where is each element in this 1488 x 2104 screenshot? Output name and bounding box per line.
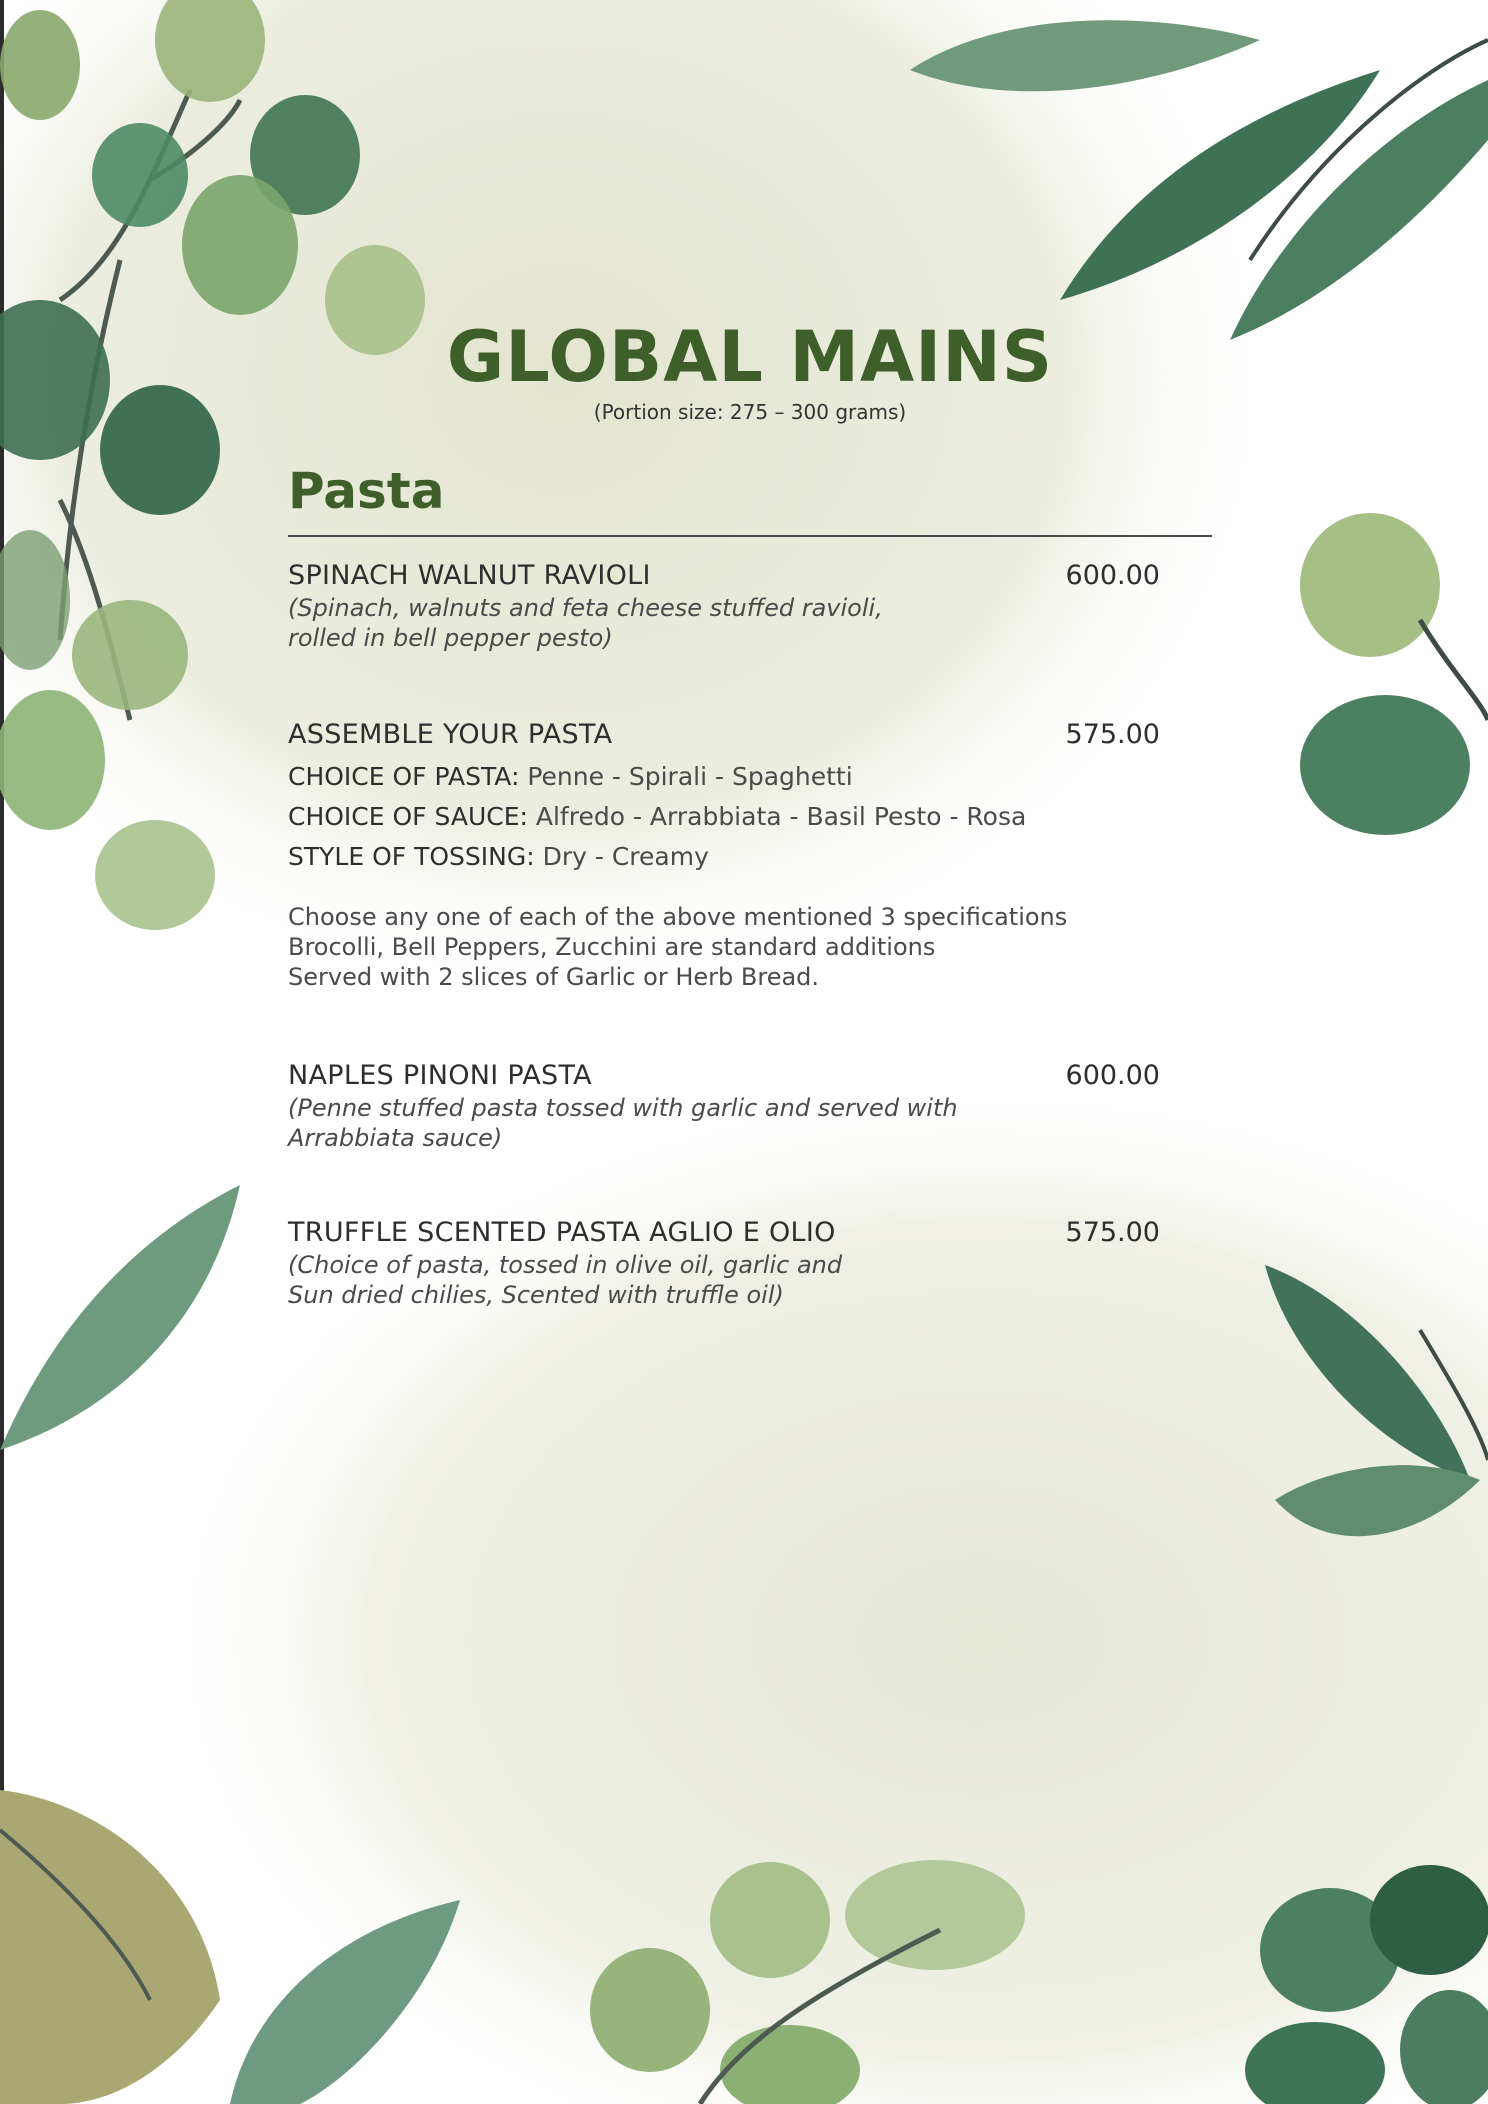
item-description: (Spinach, walnuts and feta cheese stuffed ravioli, (288, 594, 883, 622)
section-divider (288, 535, 1212, 537)
portion-note: (Portion size: 275 – 300 grams) (593, 400, 907, 424)
sauce-choice (288, 802, 1026, 831)
item-description: Sun dried chilies, Scented with truffle oil) (288, 1281, 784, 1309)
item-note: Served with 2 slices of Garlic or Herb Bread. (288, 963, 820, 991)
item-note: Choose any one of each of the above mentioned 3 specifications (288, 903, 1068, 931)
item-price: 600.00 (1065, 1060, 1160, 1091)
section-title: Pasta (288, 462, 445, 520)
item-price: 575.00 (1065, 1217, 1160, 1248)
item-note: Brocolli, Bell Peppers, Zucchini are standard additions (288, 933, 936, 961)
choice-label: CHOICE OF SAUCE: (288, 802, 528, 831)
item-price: 575.00 (1065, 719, 1160, 750)
item-name: NAPLES PINONI PASTA (288, 1060, 592, 1091)
choice-options: Dry - Creamy (534, 842, 709, 871)
choice-options: Penne - Spirali - Spaghetti (519, 762, 853, 791)
item-name: SPINACH WALNUT RAVIOLI (288, 560, 651, 591)
tossing-choice (288, 842, 709, 871)
item-description: rolled in bell pepper pesto) (288, 624, 613, 652)
choice-label: STYLE OF TOSSING: (288, 842, 535, 871)
page-title: GLOBAL MAINS (446, 316, 1054, 398)
pasta-choice (288, 762, 853, 791)
item-description: (Penne stuffed pasta tossed with garlic and served with (288, 1094, 958, 1122)
item-name: TRUFFLE SCENTED PASTA AGLIO E OLIO (288, 1217, 836, 1248)
item-description: (Choice of pasta, tossed in olive oil, garlic and (288, 1251, 843, 1279)
item-price: 600.00 (1065, 560, 1160, 591)
choice-options: Alfredo - Arrabbiata - Basil Pesto - Rosa (527, 802, 1027, 831)
choice-label: CHOICE OF PASTA: (288, 762, 520, 791)
item-name: ASSEMBLE YOUR PASTA (288, 719, 613, 750)
item-description: Arrabbiata sauce) (288, 1124, 503, 1152)
page-edge (0, 0, 4, 2104)
